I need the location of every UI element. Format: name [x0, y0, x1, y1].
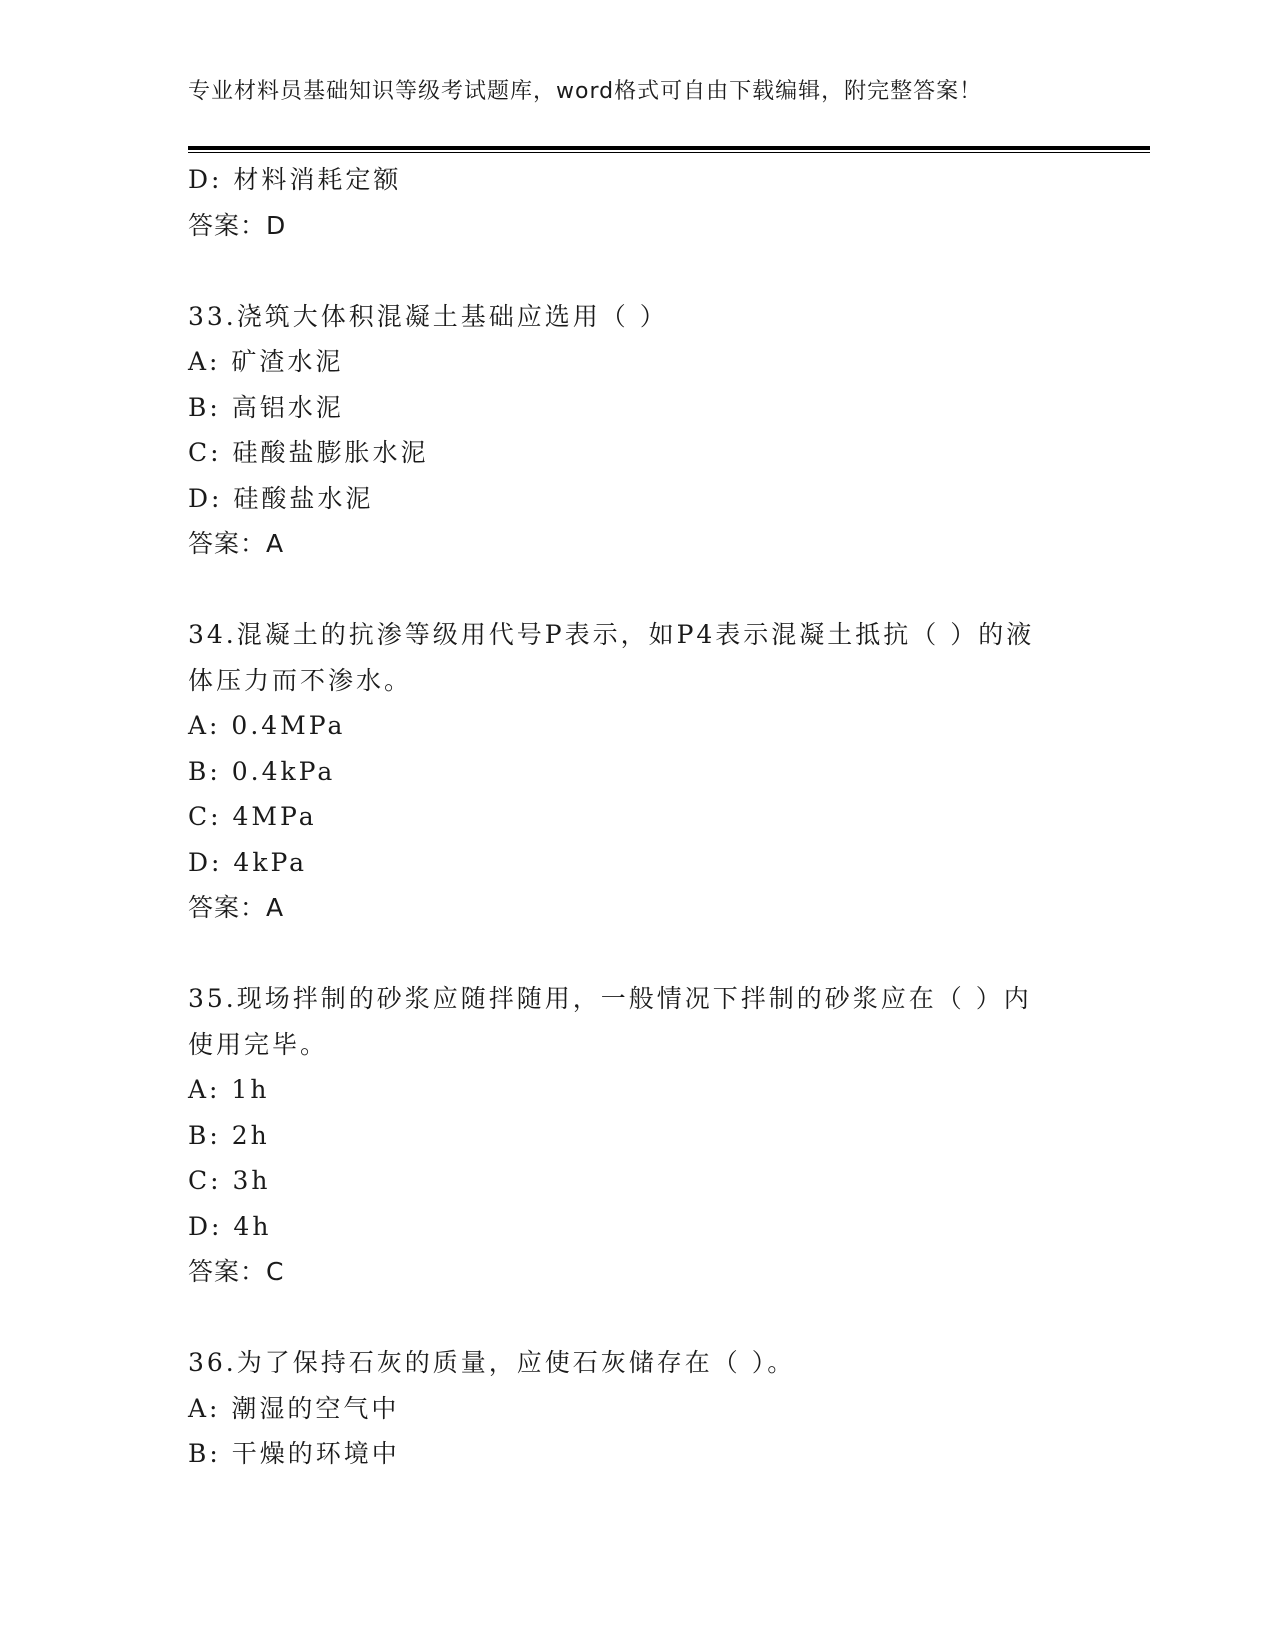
q34-stem-line1: 34.混凝土的抗渗等级用代号P表示，如P4表示混凝土抵抗（ ）的液	[188, 620, 1035, 649]
q35-stem-line1: 35.现场拌制的砂浆应随拌随用，一般情况下拌制的砂浆应在（ ）内	[188, 984, 1032, 1013]
q34-option-c: C: 4MPa	[188, 802, 317, 831]
q36-option-a: A: 潮湿的空气中	[188, 1393, 400, 1423]
q35-option-a: A: 1h	[188, 1075, 270, 1104]
spacer	[188, 931, 1088, 977]
q34-stem-line2: 体压力而不渗水。	[188, 665, 413, 695]
q33-answer: 答案：A	[188, 529, 285, 558]
q35-option-c: C: 3h	[188, 1166, 271, 1195]
page-header: 专业材料员基础知识等级考试题库，word格式可自由下载编辑，附完整答案！	[188, 79, 983, 104]
q34-option-b: B: 0.4kPa	[188, 756, 336, 786]
q35-option-d: D: 4h	[188, 1211, 272, 1241]
q33-stem: 33.浇筑大体积混凝土基础应选用（ ）	[188, 301, 668, 331]
q32-answer: 答案：D	[188, 210, 287, 240]
q32-option-d: D: 材料消耗定额	[188, 165, 402, 194]
q33-option-a: A: 矿渣水泥	[188, 347, 344, 376]
q33-option-d: D: 硅酸盐水泥	[188, 483, 374, 513]
spacer	[188, 567, 1088, 613]
header-rule-thin	[188, 152, 1150, 153]
q33-option-b: B: 高铝水泥	[188, 392, 344, 422]
q34-option-d: D: 4kPa	[188, 847, 308, 877]
q36-stem: 36.为了保持石灰的质量，应使石灰储存在（ ）。	[188, 1348, 796, 1377]
spacer	[188, 248, 1088, 294]
q35-answer: 答案：C	[188, 1257, 285, 1286]
question-content	[188, 157, 1088, 1477]
q36-option-b: B: 干燥的环境中	[188, 1439, 400, 1468]
spacer	[188, 1295, 1088, 1341]
q35-stem-line2: 使用完毕。	[188, 1029, 329, 1059]
q35-option-b: B: 2h	[188, 1120, 270, 1150]
header-rule-thick	[188, 146, 1150, 150]
q34-option-a: A: 0.4MPa	[188, 711, 346, 740]
q34-answer: 答案：A	[188, 893, 285, 922]
q33-option-c: C: 硅酸盐膨胀水泥	[188, 438, 429, 467]
